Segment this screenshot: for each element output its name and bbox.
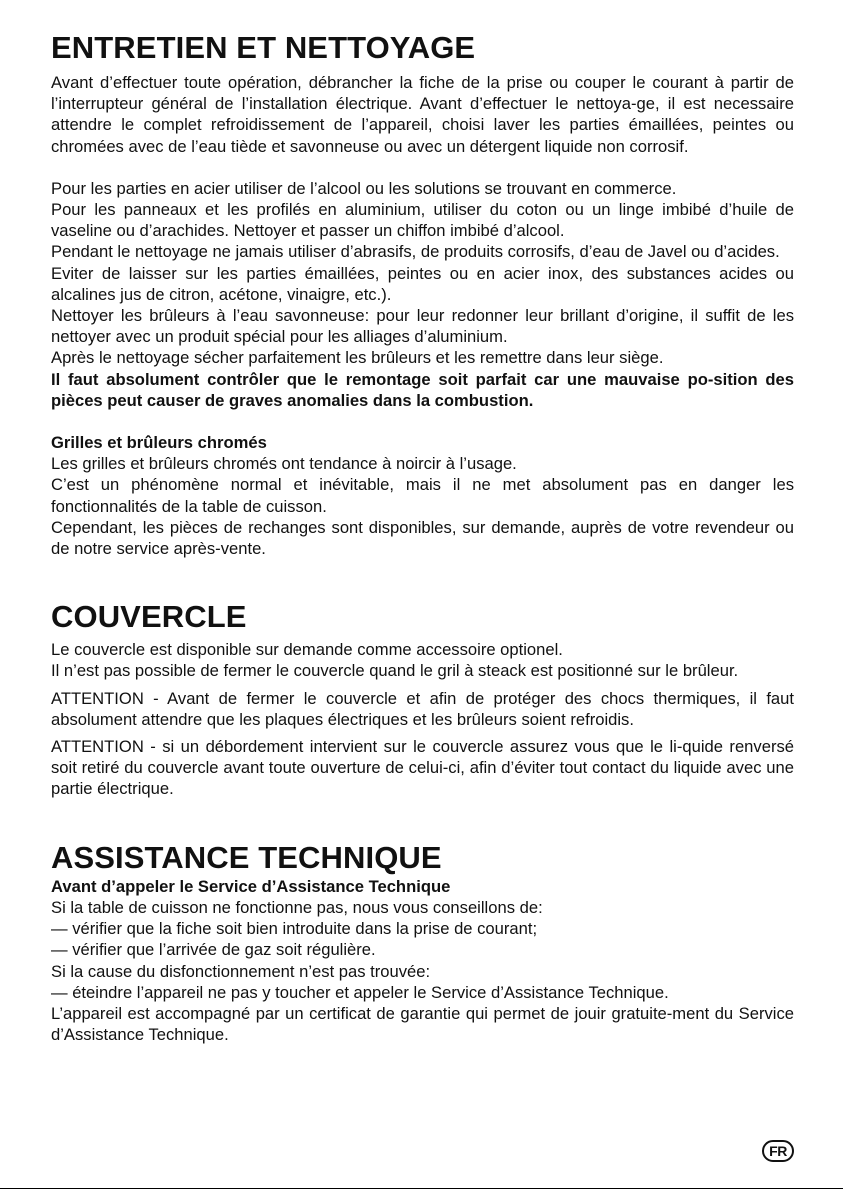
list-item: — vérifier que la fiche soit bien introduite dans la prise de courant; (51, 919, 538, 939)
page-bottom-rule (0, 1188, 843, 1189)
subheading-grilles: Grilles et brûleurs chromés (51, 433, 267, 453)
paragraph: ATTENTION - Avant de fermer le couvercle et afin de protéger des chocs thermiques, il faut absolument attendre que les plaques électriques et les brûleurs soient refroidis. (51, 688, 794, 729)
manual-page (51, 30, 794, 1045)
paragraph: ATTENTION - si un débordement intervient sur le couvercle assurez vous que le li-quide renversé soit retiré du couvercle avant toute ouverture de celui-ci, afin d’éviter tout contact du liquide avec une partie électrique. (51, 737, 794, 799)
paragraph: Les grilles et brûleurs chromés ont tendance à noircir à l’usage. (51, 454, 517, 474)
paragraph: Avant d’effectuer toute opération, débrancher la fiche de la prise ou couper le courant à partir de l’interrupteur général de l’installation électrique. Avant d’effectuer le nettoya-ge, il est necessaire attendre le complet refroidissement de l’appareil, choisi laver les parties émaillées, peintes ou chromées avec de l’eau tiède et savonneuse ou avec un détergent liquide non corrosif. (51, 73, 794, 156)
paragraph: Pendant le nettoyage ne jamais utiliser d’abrasifs, de produits corrosifs, d’eau de Javel ou d’acides. (51, 242, 780, 262)
paragraph: Pour les parties en acier utiliser de l’alcool ou les solutions se trouvant en commerce. (51, 178, 677, 198)
paragraph: Le couvercle est disponible sur demande comme accessoire optionel. (51, 640, 563, 660)
list-item: — éteindre l’appareil ne pas y toucher et appeler le Service d’Assistance Technique. (51, 982, 669, 1002)
paragraph: L’appareil est accompagné par un certificat de garantie qui permet de jouir gratuite-ment du Service d’Assistance Technique. (51, 1003, 794, 1045)
paragraph: Pour les panneaux et les profilés en aluminium, utiliser du coton ou un linge imbibé d’huile de vaseline ou d’arachides. Nettoyer et passer un chiffon imbibé d’alcool. (51, 200, 794, 241)
list-item: — vérifier que l’arrivée de gaz soit régulière. (51, 940, 376, 960)
paragraph: Si la cause du disfonctionnement n’est pas trouvée: (51, 961, 431, 981)
section-title-couvercle: COUVERCLE (51, 599, 247, 635)
warning-paragraph: Il faut absolument contrôler que le remontage soit parfait car une mauvaise po-sition des pièces peut causer de graves anomalies dans la combustion. (51, 369, 794, 410)
section-entretien (51, 30, 794, 559)
paragraph: C’est un phénomène normal et inévitable, mais il ne met absolument pas en danger les fonctionnalités de la table de cuisson. (51, 475, 794, 516)
subheading-assistance: Avant d’appeler le Service d’Assistance Technique (51, 876, 451, 896)
section-title-assistance: ASSISTANCE TECHNIQUE (51, 839, 442, 875)
paragraph: Si la table de cuisson ne fonctionne pas, nous vous conseillons de: (51, 897, 543, 917)
section-couvercle (51, 599, 794, 799)
paragraph: Eviter de laisser sur les parties émaillées, peintes ou en acier inox, des substances acides ou alcalines jus de citron, acétone, vinaigre, etc.). (51, 263, 794, 304)
paragraph: Après le nettoyage sécher parfaitement les brûleurs et les remettre dans leur siège. (51, 348, 664, 368)
paragraph: Nettoyer les brûleurs à l’eau savonneuse: pour leur redonner leur brillant d’origine, il suffit de les nettoyer avec un produit spécial pour les alliages d’aluminium. (51, 306, 794, 347)
section-assistance (51, 840, 794, 1046)
section-title-entretien: ENTRETIEN ET NETTOYAGE (51, 30, 476, 65)
language-badge: FR (762, 1140, 794, 1162)
paragraph: Il n’est pas possible de fermer le couvercle quand le gril à steack est positionné sur le brûleur. (51, 661, 739, 681)
paragraph: Cependant, les pièces de rechanges sont disponibles, sur demande, auprès de votre revendeur ou de notre service après-vente. (51, 517, 794, 559)
